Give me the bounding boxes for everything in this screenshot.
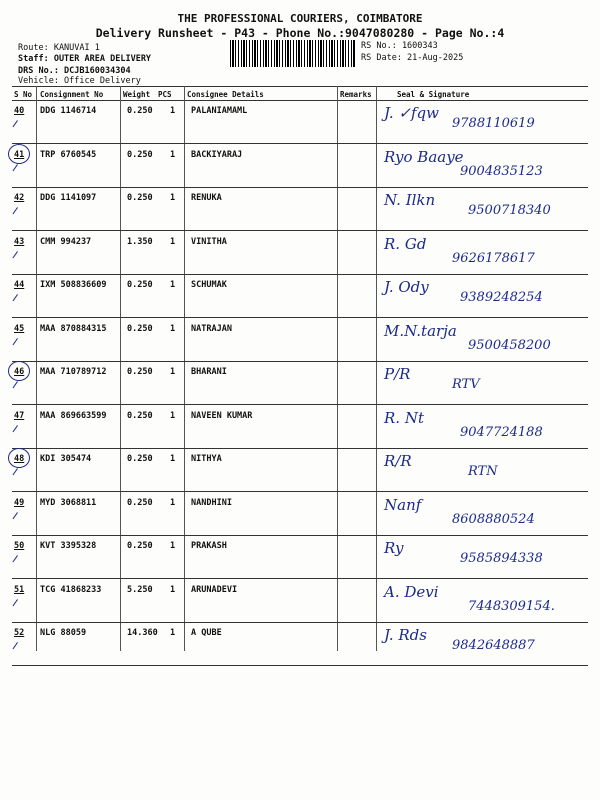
table-row (12, 405, 588, 450)
row-consignee: NAVEEN KUMAR (191, 410, 253, 421)
row-weight: 5.250 (127, 584, 153, 595)
row-consignee: SCHUMAK (191, 280, 227, 290)
row-sno: 45 (14, 323, 25, 334)
row-weight: 0.250 (127, 367, 153, 377)
row-weight: 0.250 (127, 280, 153, 290)
row-sno: 43 (14, 236, 25, 247)
signature: Ryo Baaye (384, 147, 464, 166)
runsheet-table (12, 86, 588, 651)
row-weight: 0.250 (127, 193, 153, 203)
tick-mark (13, 599, 25, 611)
row-sno: 47 (14, 410, 25, 421)
row-weight: 0.250 (127, 497, 153, 508)
signature: J. Rds (384, 626, 427, 644)
col-pcs: PCS (158, 90, 172, 99)
signature-phone: RTN (468, 464, 498, 479)
table-row (12, 100, 588, 145)
table-row (12, 187, 588, 232)
row-weight: 0.250 (127, 106, 153, 116)
signature: N. Ilkn (384, 191, 436, 209)
tick-mark (13, 207, 25, 219)
vehicle: Vehicle: Office Delivery (18, 76, 141, 86)
row-consignment-no: TCG 41868233 (40, 584, 102, 595)
row-consignee: BACKIYARAJ (191, 149, 243, 160)
col-consignment: Consignment No (40, 90, 104, 99)
table-row (12, 448, 588, 493)
row-pcs: 1 (170, 628, 176, 638)
table-row (12, 579, 588, 624)
row-weight: 14.360 (127, 628, 158, 638)
rs-number: RS No.: 1600343 (361, 41, 438, 51)
row-consignment-no: NLG 88059 (40, 628, 87, 638)
col-weight: Weight (123, 90, 151, 99)
table-row (12, 535, 588, 580)
row-weight: 0.250 (127, 454, 153, 464)
row-consignment-no: TRP 6760545 (40, 149, 97, 160)
signature-phone: 9389248254 (460, 290, 543, 305)
row-weight: 0.250 (127, 541, 153, 551)
row-consignee: VINITHA (191, 236, 227, 247)
row-consignment-no: DDG 1146714 (40, 106, 97, 116)
table-row (12, 622, 588, 667)
staff: Staff: OUTER AREA DELIVERY (18, 54, 152, 64)
row-consignment-no: MAA 870884315 (40, 323, 107, 334)
row-consignment-no: DDG 1141097 (40, 193, 97, 203)
signature: Nanf (384, 495, 422, 514)
signature-phone: 9626178617 (452, 250, 535, 266)
row-pcs: 1 (170, 149, 176, 160)
row-weight: 1.350 (127, 236, 153, 247)
row-pcs: 1 (170, 541, 176, 551)
row-sno: 50 (14, 541, 25, 551)
row-pcs: 1 (170, 106, 176, 116)
row-consignee: RENUKA (191, 193, 222, 203)
signature-phone: 7448309154. (468, 598, 555, 614)
row-divider (12, 665, 588, 666)
row-pcs: 1 (170, 193, 176, 203)
signature-phone: 8608880524 (452, 511, 535, 527)
table-row (12, 274, 588, 319)
row-consignee: NATRAJAN (191, 323, 232, 334)
row-sno: 44 (14, 280, 25, 290)
signature-phone: 9047724188 (460, 424, 543, 440)
tick-mark (13, 294, 25, 306)
rs-date: RS Date: 21-Aug-2025 (361, 53, 464, 63)
row-consignee: PRAKASH (191, 541, 227, 551)
route: Route: KANUVAI 1 (18, 43, 100, 53)
row-consignment-no: MAA 869663599 (40, 410, 107, 421)
row-sno: 46 (14, 367, 25, 377)
row-consignment-no: KDI 305474 (40, 454, 92, 464)
tick-mark (13, 120, 25, 132)
col-consignee: Consignee Details (187, 90, 264, 99)
tick-mark (13, 338, 25, 350)
runsheet-title: Delivery Runsheet - P43 - Phone No.:9047080280 - Page No.:4 (95, 26, 505, 40)
row-consignee: ARUNADEVI (191, 584, 238, 595)
signature-phone: 9500718340 (468, 203, 551, 218)
row-sno: 40 (14, 106, 25, 116)
row-weight: 0.250 (127, 410, 153, 421)
signature-phone: 9500458200 (468, 337, 551, 353)
row-consignment-no: MYD 3068811 (40, 497, 97, 508)
row-sno: 48 (14, 454, 25, 464)
col-signature: Seal & Signature (397, 90, 470, 99)
drs-number: DRS No.: DCJB160034304 (18, 66, 131, 76)
table-row (12, 318, 588, 363)
tick-mark (13, 425, 25, 437)
signature: P/R (384, 365, 411, 383)
col-remarks: Remarks (340, 90, 372, 99)
row-consignment-no: IXM 508836609 (40, 280, 107, 290)
row-sno: 49 (14, 497, 25, 508)
row-sno: 52 (14, 628, 25, 638)
signature: R. Gd (384, 234, 427, 253)
row-consignee: PALANIAMAML (191, 106, 248, 116)
signature: Ry (384, 539, 404, 557)
tick-mark (13, 164, 25, 176)
row-pcs: 1 (170, 410, 176, 421)
signature: A. Devi (384, 582, 439, 601)
row-consignee: NITHYA (191, 454, 222, 464)
row-pcs: 1 (170, 497, 176, 508)
row-consignment-no: CMM 994237 (40, 236, 92, 247)
row-weight: 0.250 (127, 149, 153, 160)
signature: R/R (384, 452, 412, 470)
table-row (12, 492, 588, 537)
barcode (230, 40, 356, 67)
col-sno: S No (14, 90, 33, 99)
tick-mark (13, 251, 25, 263)
signature-phone: 9004835123 (460, 163, 543, 179)
row-pcs: 1 (170, 454, 176, 464)
row-consignment-no: MAA 710789712 (40, 367, 107, 377)
signature-phone: 9585894338 (460, 551, 543, 566)
row-consignment-no: KVT 3395328 (40, 541, 97, 551)
signature-phone: RTV (452, 377, 480, 392)
signature: R. Nt (384, 408, 424, 427)
row-pcs: 1 (170, 236, 176, 247)
row-consignee: A QUBE (191, 628, 222, 638)
table-row (12, 361, 588, 406)
tick-mark (13, 555, 25, 567)
row-sno: 42 (14, 193, 25, 203)
row-sno: 41 (14, 149, 25, 160)
row-consignee: NANDHINI (191, 497, 232, 508)
row-pcs: 1 (170, 367, 176, 377)
company-title: THE PROFESSIONAL COURIERS, COIMBATORE (177, 12, 423, 25)
signature-phone: 9842648887 (452, 638, 535, 653)
signature-phone: 9788110619 (452, 116, 535, 131)
row-pcs: 1 (170, 280, 176, 290)
table-row (12, 231, 588, 276)
signature: J. ✓fqw (384, 104, 439, 122)
row-consignee: BHARANI (191, 367, 227, 377)
signature: J. Ody (384, 278, 429, 296)
tick-mark (13, 512, 25, 524)
row-weight: 0.250 (127, 323, 153, 334)
row-pcs: 1 (170, 323, 176, 334)
tick-mark (13, 468, 25, 480)
row-sno: 51 (14, 584, 25, 595)
tick-mark (13, 642, 25, 654)
table-row (12, 144, 588, 189)
signature: M.N.tarja (384, 321, 457, 340)
tick-mark (13, 381, 25, 393)
row-pcs: 1 (170, 584, 176, 595)
